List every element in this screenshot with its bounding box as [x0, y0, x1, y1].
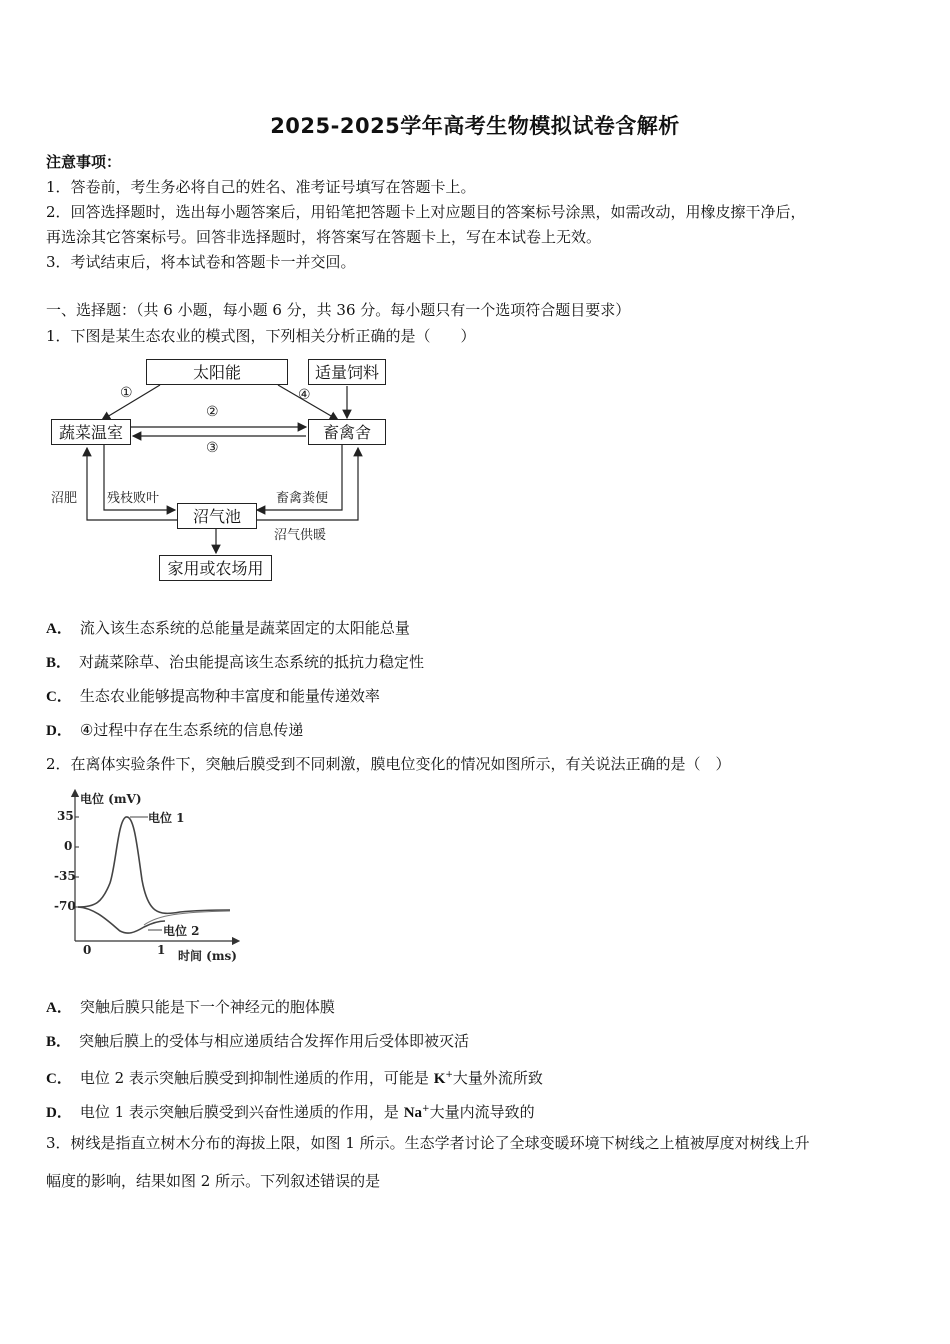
ytick: 0: [64, 839, 73, 853]
membrane-potential-graph: [40, 785, 250, 965]
curve-2-label: 电位 2: [163, 924, 200, 938]
q2-option-d: D． 电位 1 表示突触后膜受到兴奋性递质的作用，是 Na+大量内流导致的: [46, 1103, 535, 1121]
greenhouse-box: 蔬菜温室: [51, 419, 131, 445]
q1-option-d: D． ④过程中存在生态系统的信息传递: [46, 721, 304, 739]
ytick: -35: [54, 869, 76, 883]
heating-label: 沼气供暖: [274, 528, 327, 543]
notice-item: 再选涂其它答案标号。回答非选择题时，将答案写在答题卡上，写在本试卷上无效。: [46, 228, 602, 246]
ytick: 35: [57, 809, 74, 823]
notice-item: 1．答卷前，考生务必将自己的姓名、准考证号填写在答题卡上。: [46, 178, 476, 196]
label-3: ③: [206, 440, 219, 456]
q1-option-b: B． 对蔬菜除草、治虫能提高该生态系统的抵抗力稳定性: [46, 653, 425, 671]
section-heading: 一、选择题：（共 6 小题，每小题 6 分，共 36 分。每小题只有一个选项符合题目要求）: [46, 301, 631, 319]
graph-ylabel: 电位 (mV): [80, 792, 142, 806]
graph-xlabel: 时间 (ms): [178, 949, 237, 963]
household-box: 家用或农场用: [159, 555, 272, 581]
q1-option-a: A． 流入该生态系统的总能量是蔬菜固定的太阳能总量: [46, 619, 410, 637]
dung-label: 畜禽粪便: [276, 491, 329, 506]
curve-1: [78, 817, 230, 913]
xtick: 0: [83, 943, 92, 957]
notice-item: 3．考试结束后，将本试卷和答题卡一并交回。: [46, 253, 356, 271]
q1-option-c: C． 生态农业能够提高物种丰富度和能量传递效率: [46, 687, 380, 705]
q2-option-c: C． 电位 2 表示突触后膜受到抑制性递质的作用，可能是 K+大量外流所致: [46, 1069, 543, 1087]
notice-item: 2．回答选择题时，选出每小题答案后，用铅笔把答题卡上对应题目的答案标号涂黑，如需改动，用橡皮擦干净后，: [46, 203, 806, 221]
label-1: ①: [120, 385, 133, 401]
question-3-stem-cont: 幅度的影响，结果如图 2 所示。下列叙述错误的是: [46, 1172, 381, 1190]
label-4: ④: [298, 387, 311, 403]
livestock-box: 畜禽舍: [308, 419, 386, 445]
question-1-stem: 1．下图是某生态农业的模式图，下列相关分析正确的是（ ）: [46, 327, 476, 345]
curve-1-label: 电位 1: [148, 811, 185, 825]
biogas-box: 沼气池: [177, 503, 257, 529]
question-2-stem: 2．在离体实验条件下，突触后膜受到不同刺激，膜电位变化的情况如图所示，有关说法正确的是（ ）: [46, 755, 731, 773]
notice-heading: 注意事项：: [46, 153, 122, 171]
diagram-arrows: [40, 352, 400, 587]
ytick: -70: [54, 899, 76, 913]
page-title: 2025-2025学年高考生物模拟试卷含解析: [270, 114, 680, 138]
manure-label: 沼肥: [51, 491, 78, 506]
feed-box: 适量饲料: [308, 359, 386, 385]
sun-box: 太阳能: [146, 359, 288, 385]
label-2: ②: [206, 404, 219, 420]
q2-option-b: B． 突触后膜上的受体与相应递质结合发挥作用后受体即被灭活: [46, 1032, 470, 1050]
q2-option-a: A． 突触后膜只能是下一个神经元的胞体膜: [46, 998, 335, 1016]
xtick: 1: [157, 943, 166, 957]
question-3-stem: 3．树线是指直立树木分布的海拔上限，如图 1 所示。生态学者讨论了全球变暖环境下树线之上植被厚度对树线上升: [46, 1134, 810, 1152]
ecology-diagram: [40, 352, 400, 587]
residue-label: 残枝败叶: [107, 491, 160, 506]
